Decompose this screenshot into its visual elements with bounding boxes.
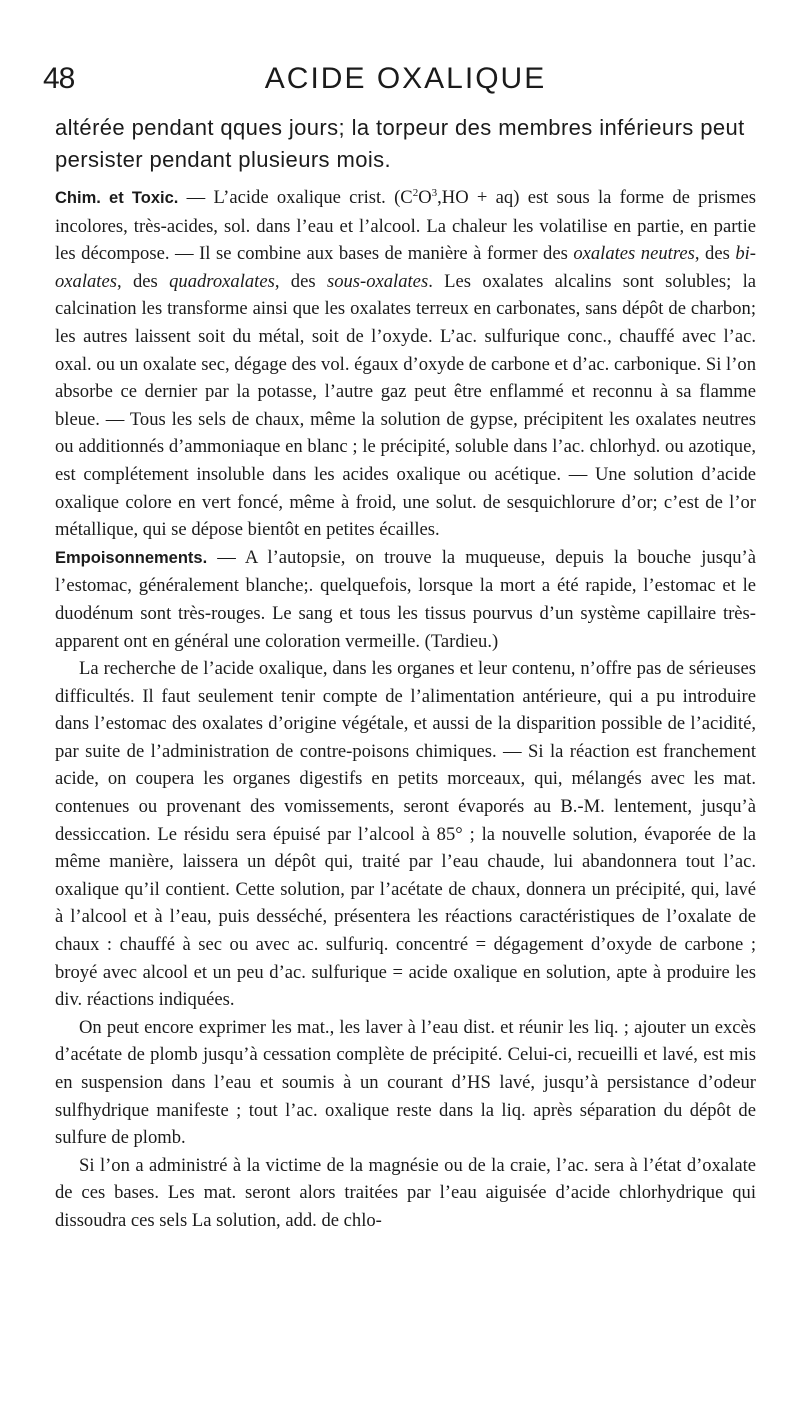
section-title-empoisonnements: Empoisonnements. bbox=[55, 548, 208, 567]
section-title-chimie: Chim. et Toxic. bbox=[55, 189, 179, 207]
italic-term: quadroxalates bbox=[169, 270, 275, 292]
paragraph-methode-plomb: On peut encore exprimer les mat., les laver à l’eau dist. et réunir les liq. ; ajouter un excès d’acétate de plomb jusqu’à cessation complète de précipité. Celui-ci, recueilli et lavé, est mis en suspension dans l’eau et soumis à un courant d’HS lavé, jusqu’à persistance d’odeur sulfhydrique manifeste ; tout l’ac. oxalique reste dans la liq. après séparation du dépôt de sulfure de plomb. bbox=[55, 1016, 756, 1149]
text-run: , des bbox=[694, 243, 736, 265]
book-page bbox=[0, 62, 800, 1412]
italic-term: sous-oxalates bbox=[326, 270, 429, 292]
page-header bbox=[43, 62, 756, 102]
italic-term: oxalates neutres bbox=[573, 243, 695, 265]
text-run: , des bbox=[116, 270, 170, 292]
paragraph-recherche: La recherche de l’acide oxalique, dans les organes et leur contenu, n’offre pas de sérieuses difficultés. Il faut seulement tenir compte de l’alimentation antérieure, qui a pu introduire dans l’estomac des oxalates d’origine végétale, et aussi de la disparition possible de l’acidité, par suite de l’administration de contre-poisons chimiques. — Si la réaction est franchement acide, on coupera les organes digestifs en petits morceaux, qui, mélangés avec les mat. contenues ou provenant des vomissements, seront évaporés au B.-M. lentement, jusqu’à dessiccation. Le résidu sera épuisé par l’alcool à 85° ; la nouvelle solution, évaporée de la même manière, laissera un dépôt qui, traité par l’eau chaude, lui abandonnera tout l’ac. oxalique qu’il contient. Cette solution, par l’acétate de chaux, donnera un précipité, qui, lavé à l’alcool et à l’eau, puis desséché, présentera les réactions caractéristiques de l’oxalate de chaux : chauffé à sec ou avec ac. sulfuriq. concentré = dégagement d’oxyde de carbone ; broyé avec alcool et un peu d’ac. sulfurique = acide oxalique en solution, apte à produire les div. réactions indiquées. bbox=[55, 658, 756, 1011]
text-run: , des bbox=[274, 270, 327, 292]
text-run: O bbox=[418, 187, 432, 208]
italic-term: bi-oxalates bbox=[55, 243, 756, 292]
running-title: ACIDE OXALIQUE bbox=[264, 62, 547, 95]
superscript: 2 bbox=[412, 186, 419, 199]
text-run: ,HO + aq) est sous la forme de prismes incolores, très-acides, sol. dans l’eau et l’alcool. La chaleur les volatilise en partie, en partie les décompose. — Il se combine aux bases de manière à former des bbox=[55, 187, 756, 265]
lead-paragraph: altérée pendant qques jours; la torpeur des membres inférieurs peut persister pendant plusieurs mois. bbox=[55, 115, 745, 172]
paragraph-chimie bbox=[55, 184, 756, 544]
text-run: — L’acide oxalique crist. (C bbox=[178, 187, 413, 208]
paragraph-magnesie: Si l’on a administré à la victime de la magnésie ou de la craie, l’ac. sera à l’état d’oxalate de ces bases. Les mat. seront alors traitées par l’eau aiguisée d’acide chlorhydrique qui dissoudra ces sels La solution, add. de chlo- bbox=[55, 1154, 756, 1231]
text-run: — A l’autopsie, on trouve la muqueuse, depuis la bouche jusqu’à l’estomac, généralement blanche;. quelquefois, lorsque la mort a été rapide, l’estomac et le duodénum sont très-rouges. Le sang et tous les tissus pourvus d’un système capillaire très-apparent ont en général une coloration vermeille. (Tardieu.) bbox=[55, 546, 756, 652]
body-text bbox=[55, 184, 756, 1235]
text-run: . Les oxalates alcalins sont solubles; la calcination les transforme ainsi que les oxalates terreux en carbonates, sans dépôt de charbon; les autres laissent soit du métal, soit de l’oxyde. L’ac. sulfurique conc., chauffé avec l’ac. oxal. ou un oxalate sec, dégage des vol. égaux d’oxyde de carbone et d’ac. carbonique. Si l’on absorbe ce dernier par la potasse, l’autre gaz peut être enflammé et reconnu à sa flamme bleue. — Tous les sels de chaux, même la solution de gypse, précipitent les oxalates neutres ou additionnés d’ammoniaque en blanc ; le précipité, soluble dans l’ac. chlorhyd. ou azotique, est complétement insoluble dans les acides oxalique ou acétique. — Une solution d’acide oxalique colore en vert foncé, même à froid, une solut. de sesquichlorure d’or; c’est de l’or métallique, qui se dépose bientôt en petites écailles. bbox=[55, 270, 757, 541]
page-number: 48 bbox=[43, 62, 75, 95]
superscript: 3 bbox=[431, 186, 438, 199]
paragraph-empoisonnements bbox=[55, 544, 756, 655]
